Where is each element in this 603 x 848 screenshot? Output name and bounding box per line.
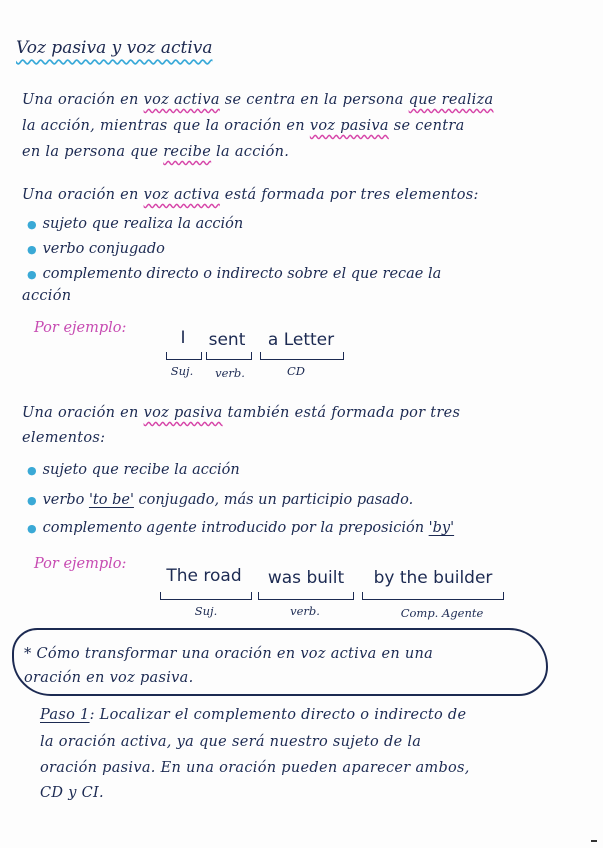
active-example-object: a Letter bbox=[267, 330, 335, 350]
active-label-verb: verb. bbox=[215, 366, 245, 380]
intro-line-3: en la persona que recibe la acción. bbox=[22, 144, 290, 160]
bullet-dot-icon: ● bbox=[27, 522, 37, 535]
bullet-dot-icon: ● bbox=[27, 464, 37, 477]
subject-bracket bbox=[166, 352, 202, 360]
bullet-dot-icon: ● bbox=[27, 243, 37, 256]
active-bullet-3-cont: acción bbox=[22, 288, 72, 304]
bullet-dot-icon: ● bbox=[27, 218, 37, 231]
step-line-4: CD y CI. bbox=[40, 785, 104, 801]
active-label-subject: Suj. bbox=[170, 364, 194, 378]
note-line-2: oración en voz pasiva. bbox=[24, 670, 194, 686]
step-line-3: oración pasiva. En una oración pueden aparecer ambos, bbox=[40, 760, 470, 776]
passive-label-subject: Suj. bbox=[194, 604, 218, 618]
passive-example-subject: The road bbox=[166, 566, 242, 586]
active-bullet-2: ● verbo conjugado bbox=[27, 241, 165, 257]
active-label-object: CD bbox=[286, 364, 306, 378]
passive-heading-2: elementos: bbox=[22, 430, 106, 446]
note-line-1: * Cómo transformar una oración en voz activa en una bbox=[24, 646, 434, 662]
active-example-verb: sent bbox=[208, 330, 246, 350]
active-bullet-3: ● complemento directo o indirecto sobre el que recae la bbox=[27, 266, 442, 282]
passive-bullet-3: ● complemento agente introducido por la preposición 'by' bbox=[27, 520, 455, 536]
verb-bracket bbox=[258, 592, 354, 600]
passive-example-label: Por ejemplo: bbox=[34, 556, 127, 572]
bullet-dot-icon: ● bbox=[27, 268, 37, 281]
object-bracket bbox=[260, 352, 344, 360]
page-title: Voz pasiva y voz activa bbox=[16, 38, 213, 58]
intro-line-2: la acción, mientras que la oración en voz pasiva se centra bbox=[22, 118, 465, 134]
step-line-2: la oración activa, ya que será nuestro sujeto de la bbox=[40, 734, 422, 750]
intro-line-1: Una oración en voz activa se centra en la persona que realiza bbox=[22, 92, 494, 108]
passive-example-verb: was built bbox=[267, 568, 345, 588]
agent-bracket bbox=[362, 592, 504, 600]
active-heading: Una oración en voz activa está formada por tres elementos: bbox=[22, 187, 479, 203]
subject-bracket bbox=[160, 592, 252, 600]
active-example-label: Por ejemplo: bbox=[34, 320, 127, 336]
passive-bullet-1: ● sujeto que recibe la acción bbox=[27, 462, 240, 478]
step-line-1: Paso 1: Localizar el complemento directo o indirecto de bbox=[40, 707, 467, 723]
verb-bracket bbox=[206, 352, 252, 360]
bullet-dot-icon: ● bbox=[27, 494, 37, 507]
active-bullet-1: ● sujeto que realiza la acción bbox=[27, 216, 244, 232]
active-example-subject: I bbox=[180, 328, 186, 348]
passive-label-verb: verb. bbox=[290, 604, 320, 618]
passive-label-agent: Comp. Agente bbox=[400, 606, 484, 620]
passive-example-agent: by the builder bbox=[373, 568, 493, 588]
passive-bullet-2: ● verbo 'to be' conjugado, más un participio pasado. bbox=[27, 492, 414, 508]
passive-heading-1: Una oración en voz pasiva también está formada por tres bbox=[22, 405, 461, 421]
page-corner-mark bbox=[591, 840, 597, 842]
